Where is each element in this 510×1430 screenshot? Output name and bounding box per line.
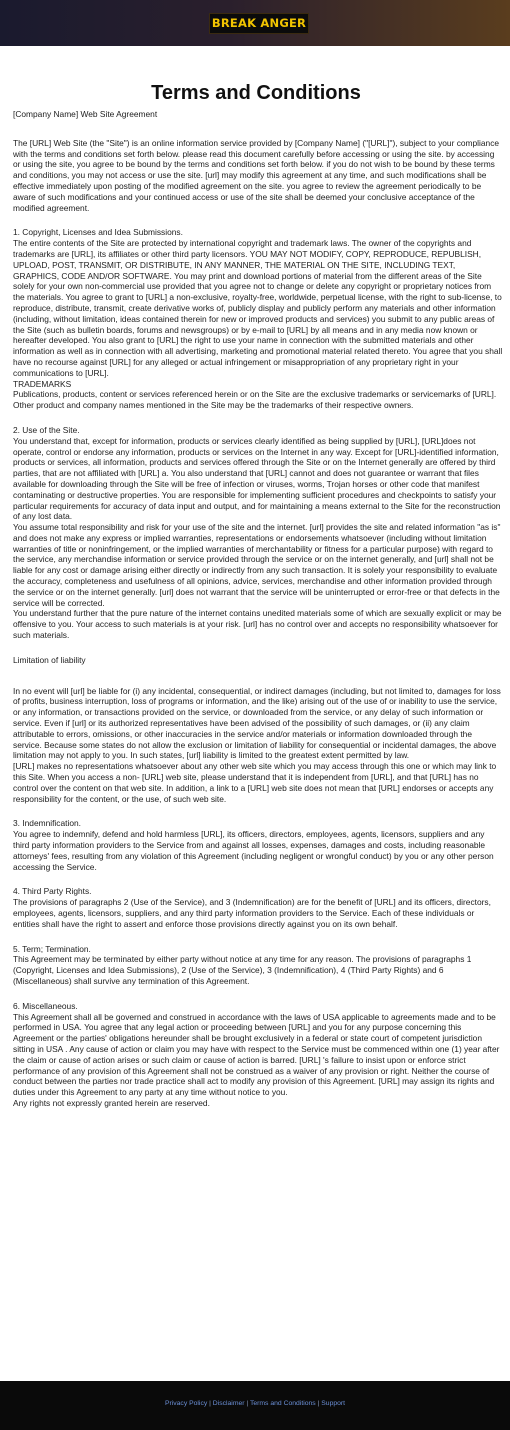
section-line: In no event will [url] be liable for (i) any incidental, consequential, or indirect damages (including, but not limited to, damages for loss of profits, business interruption, loss of programs or information, and the like) arising out of the use of or inability to use the service, or any information, or transactions provided on the service, or downloaded from the service, or any delay of such information or service. Even if [url] or its authorized representatives have been advised of the possibility of such damages, or (ii) any claim attributable to errors, omissions, or other inaccuracies in the service and/or materials or information downloaded through the service. Because some states do not allow the exclusion or limitation of liability for consequential or incidental damages, the above limitation may not apply to you. In such states, [url] liability is limited to the greatest extent permitted by law. (13, 685, 501, 761)
footer-link-support[interactable]: Support (321, 1400, 346, 1407)
footer-links (0, 1400, 510, 1407)
terms-section (13, 1001, 503, 1109)
section-line: The [URL] Web Site (the "Site") is an online information service provided by [Company Name] ("[URL]"), subject to your compliance with the terms and conditions set forth below. please read this document carefully before accessing or using the site. by accessing or using the site, you agree to be bound by the terms and conditions set forth below. if you do not wish to be bound by these terms and conditions, you may not access or use the site. [url] may modify this agreement at any time, and such modifications shall be effective immediately upon posting of the modified agreement on the site. you agree to review the agreement periodically to be aware of such modifications and your continued access or use of the site shall be deemed your conclusive acceptance of the modified agreement. (13, 137, 500, 213)
terms-section (13, 886, 503, 929)
section-line: 1. Copyright, Licenses and Idea Submissions. (13, 227, 183, 238)
section-line: Publications, products, content or services referenced herein or on the Site are the exclusive trademarks or servicemarks of [URL]. Other product and company names mentioned in the Site may be the trademarks of their respective owners. (13, 389, 497, 411)
terms-section (13, 686, 503, 805)
section-line: You understand that, except for information, products or services clearly identified as being supplied by [URL], [URL]does not operate, control or endorse any information, products or services on the Internet in any way. Except for [URL]-identified information, products or services, all information, products and services offered through the Site or on the Internet generally are offered by third parties, that are not affiliated with [URL] a. You also understand that [URL] cannot and does not guarantee or warrant that files available for downloading through the Site will be free of infection or viruses, worms, Trojan horses or other code that manifest contaminating or destructive properties. You are responsible for implementing sufficient procedures and checkpoints to satisfy your particular requirements for accuracy of data input and output, and for maintaining a means external to the Site for the reconstruction of any lost data. (13, 435, 501, 522)
footer-separator: | (244, 1400, 250, 1407)
section-line: TRADEMARKS (13, 378, 72, 389)
section-line: This Agreement may be terminated by either party without notice at any time for any reason. The provisions of paragraphs 1 (Copyright, Licenses and Idea Submissions), 2 (Use of the Service), 3 (Indemnification), 4 (Third Party Rights) and 6 (Miscellaneous) shall survive any termination of this Agreement. (13, 954, 472, 986)
footer-link-disclaimer[interactable]: Disclaimer (212, 1400, 245, 1407)
site-footer (0, 1381, 510, 1430)
site-logo[interactable]: BREAK ANGER (209, 13, 309, 34)
section-line: Any rights not expressly granted herein are reserved. (13, 1097, 210, 1108)
terms-section (13, 655, 503, 666)
footer-link-terms-and-conditions[interactable]: Terms and Conditions (249, 1400, 316, 1407)
section-line: 6. Miscellaneous. (13, 1000, 78, 1011)
section-line: Limitation of liability (13, 654, 86, 665)
section-line: The provisions of paragraphs 2 (Use of the Service), and 3 (Indemnification) are for the benefit of [URL] and its officers, directors, employees, agents, licensors, suppliers, and any third party information providers to the Service. Each of these individuals or entities shall have the right to assert and enforce those provisions directly against you on its own behalf. (13, 897, 491, 929)
footer-separator: | (207, 1400, 213, 1407)
site-header (0, 0, 510, 46)
page-subtitle: [Company Name] Web Site Agreement (13, 109, 158, 119)
terms-section (13, 944, 503, 987)
section-line: 5. Term; Termination. (13, 943, 91, 954)
section-line: 4. Third Party Rights. (13, 886, 92, 897)
page-title: Terms and Conditions (151, 82, 361, 104)
section-line: You agree to indemnify, defend and hold harmless [URL], its officers, directors, employees, agents, licensors, suppliers and any third party information providers to the Service from and against all losses, expenses, damages and costs, including reasonable attorneys' fees, resulting from any violation of this Agreement (including negligent or wrongful conduct) by you or any other person accessing the Service. (13, 829, 494, 872)
section-line: 3. Indemnification. (13, 818, 81, 829)
section-line: The entire contents of the Site are protected by international copyright and trademark laws. The owner of the copyrights and trademarks are [URL], its affiliates or other third party licensors. YOU MAY NOT MODIFY, COPY, REPRODUCE, REPUBLISH, UPLOAD, POST, TRANSMIT, OR DISTRIBUTE, IN ANY MANNER, THE MATERIAL ON THE SITE, INCLUDING TEXT, GRAPHICS, CODE AND/OR SOFTWARE. You may print and download portions of material from the different areas of the Site solely for your own non-commercial use provided that you agree not to change or delete any copyright or proprietary notices from the materials. You agree to grant to [URL] a non-exclusive, royalty-free, worldwide, perpetual license, with the right to sub-license, to reproduce, distribute, transmit, create derivative works of, publicly display and publicly perform any materials and other information (including, without limitation, ideas contained therein for new or improved products and services) you submit to any public areas of the Site (such as bulletin boards, forums and newsgroups) or by e-mail to [URL] by all means and in any media now known or hereafter developed. You also grant to [URL] the right to use your name in connection with the submitted materials and other information as well as in connection with all advertising, marketing and promotional material related thereto. You agree that you shall have no recourse against [URL] for any alleged or actual infringement or misappropriation of any proprietary right in your communications to [URL]. (13, 238, 503, 378)
footer-link-privacy-policy[interactable]: Privacy Policy (164, 1400, 208, 1407)
section-line: 2. Use of the Site. (13, 424, 80, 435)
terms-section (13, 227, 503, 411)
terms-section (13, 425, 503, 641)
terms-sections (13, 138, 503, 1109)
section-line: [URL] makes no representations whatsoever about any other web site which you may access through this one or which may link to this Site. When you access a non- [URL] web site, please understand that it is independent from [URL], and that [URL] has no control over the content on that web site. In addition, a link to a [URL] web site does not mean that [URL] endorses or accepts any responsibility for the content, or the use, of such web site. (13, 761, 497, 804)
section-line: You assume total responsibility and risk for your use of the site and the internet. [url] provides the site and related information "as is" and does not make any express or implied warranties, representations or endorsements whatsoever (including without limitation warranties of title or noninfringement, or the implied warranties of merchantability or fitness for a particular purpose) with regard to the service, any merchandise information or service provided through the service or on the internet generally, and [url] shall not be liable for any cost or damage arising either directly or indirectly from any such transaction. It is solely your responsibility to evaluate the accuracy, completeness and usefulness of all opinions, advice, services, merchandise and other information provided through the service or on the internet generally. [url] does not warrant that the service will be uninterrupted or error-free or that defects in the service will be corrected. (13, 522, 501, 608)
terms-section (13, 138, 503, 214)
section-line: You understand further that the pure nature of the internet contains unedited materials some of which are sexually explicit or may be offensive to you. Your access to such materials is at your risk. [url] has no control over and accepts no responsibility whatsoever for such materials. (13, 608, 502, 641)
section-line: This Agreement shall all be governed and construed in accordance with the laws of USA applicable to agreements made and to be performed in USA. You agree that any legal action or proceeding between [URL] and you for any purpose concerning this Agreement or the parties' obligations hereunder shall be brought exclusively in a federal or state court of competent jurisdiction sitting in USA . Any cause of action or claim you may have with respect to the Service must be commenced within one (1) year after the claim or cause of action arises or such claim or cause of action is barred. [URL] 's failure to insist upon or enforce strict performance of any provision of this Agreement shall not be construed as a waiver of any provision or right. Neither the course of conduct between the parties nor trade practice shall act to modify any provision of this Agreement. [URL] may assign its rights and duties under this Agreement to any party at any time without notice to you. (13, 1011, 500, 1098)
terms-section (13, 818, 503, 872)
main-content (13, 80, 503, 1109)
footer-separator: | (315, 1400, 322, 1407)
